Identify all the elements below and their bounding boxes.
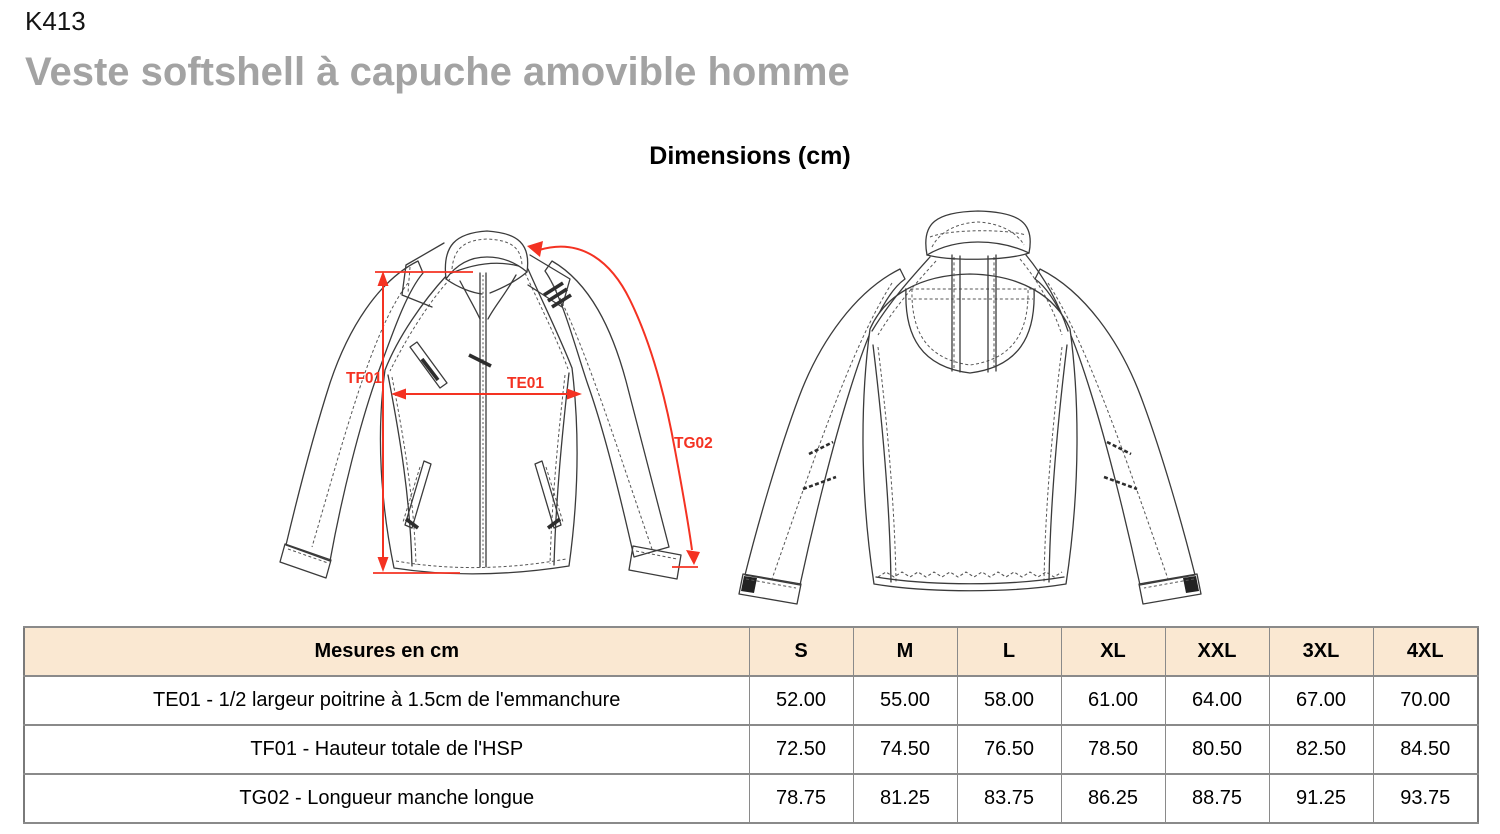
size-value-cell: 78.75 [749, 774, 853, 823]
product-title: Veste softshell à capuche amovible homme [25, 50, 850, 94]
size-value-cell: 93.75 [1373, 774, 1478, 823]
size-value-cell: 58.00 [957, 676, 1061, 725]
table-row [24, 725, 1478, 774]
dimensions-heading: Dimensions (cm) [649, 142, 851, 170]
tf01-label: TF01 [346, 370, 383, 387]
size-value-cell: 61.00 [1061, 676, 1165, 725]
size-value-cell: 83.75 [957, 774, 1061, 823]
size-value-cell: 91.25 [1269, 774, 1373, 823]
table-row [24, 676, 1478, 725]
table-header-row [24, 627, 1478, 676]
size-value-cell: 82.50 [1269, 725, 1373, 774]
size-value-cell: 55.00 [853, 676, 957, 725]
size-header-4xl: 4XL [1373, 627, 1478, 676]
size-header-m: M [853, 627, 957, 676]
size-value-cell: 70.00 [1373, 676, 1478, 725]
size-value-cell: 72.50 [749, 725, 853, 774]
size-header-s: S [749, 627, 853, 676]
size-value-cell: 84.50 [1373, 725, 1478, 774]
te01-label: TE01 [507, 375, 545, 392]
jacket-back-drawing [739, 211, 1201, 604]
size-value-cell: 52.00 [749, 676, 853, 725]
size-value-cell: 78.50 [1061, 725, 1165, 774]
size-header-l: L [957, 627, 1061, 676]
table-row [24, 774, 1478, 823]
product-code: K413 [25, 6, 86, 36]
measures-header-cell: Mesures en cm [24, 627, 749, 676]
size-header-xl: XL [1061, 627, 1165, 676]
measure-label-cell: TE01 - 1/2 largeur poitrine à 1.5cm de l'emmanchure [24, 676, 749, 725]
size-value-cell: 74.50 [853, 725, 957, 774]
measurements-table [23, 626, 1479, 824]
size-value-cell: 81.25 [853, 774, 957, 823]
size-value-cell: 64.00 [1165, 676, 1269, 725]
size-value-cell: 80.50 [1165, 725, 1269, 774]
size-diagram [260, 195, 1250, 625]
size-value-cell: 88.75 [1165, 774, 1269, 823]
size-value-cell: 67.00 [1269, 676, 1373, 725]
measure-label-cell: TG02 - Longueur manche longue [24, 774, 749, 823]
size-header-3xl: 3XL [1269, 627, 1373, 676]
size-value-cell: 86.25 [1061, 774, 1165, 823]
tg02-label: TG02 [674, 435, 713, 452]
size-header-xxl: XXL [1165, 627, 1269, 676]
size-value-cell: 76.50 [957, 725, 1061, 774]
measure-label-cell: TF01 - Hauteur totale de l'HSP [24, 725, 749, 774]
